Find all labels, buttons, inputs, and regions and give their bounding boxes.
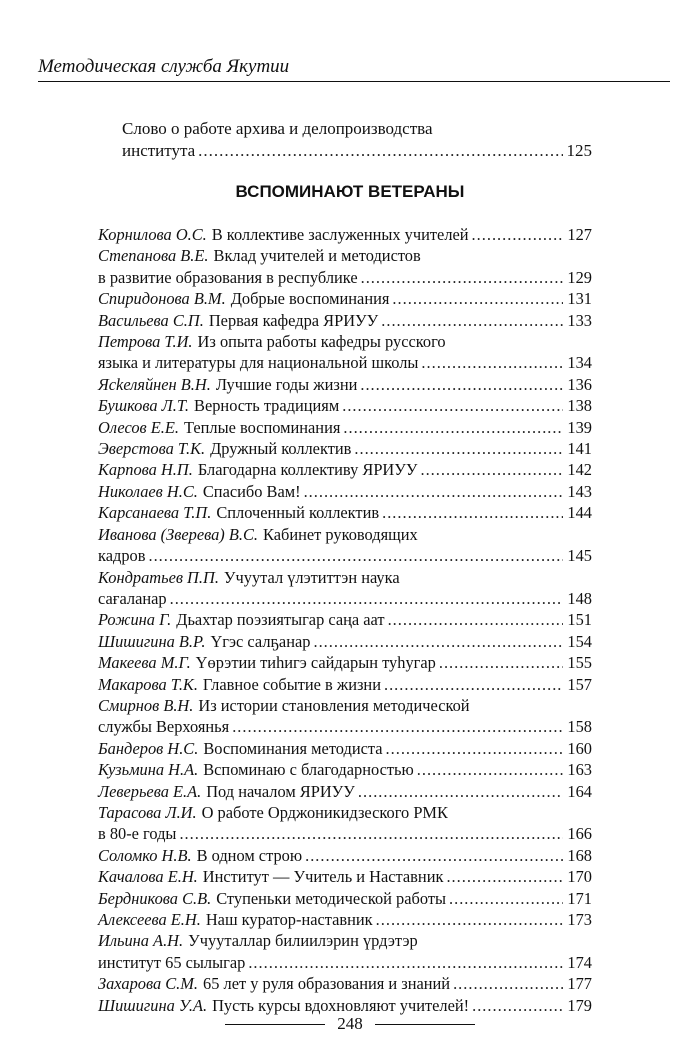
entry-author: Олесов Е.Е. <box>98 417 179 437</box>
entry-page-number: 155 <box>567 653 592 673</box>
leader-dots <box>305 845 563 866</box>
entry-title: службы Верхоянья <box>98 717 230 737</box>
entry-title: Под началом ЯРИУУ <box>206 781 355 801</box>
entry-page-number: 179 <box>567 995 592 1015</box>
entry-title: Верность традициям <box>194 396 340 416</box>
leader-dots <box>439 652 563 673</box>
toc-entry <box>98 930 592 973</box>
toc-entry-line <box>98 310 592 331</box>
entry-title: О работе Орджоникидзеского РМК <box>201 802 448 822</box>
entry-author: Смирнов В.Н. <box>98 695 194 715</box>
toc-entry-line <box>98 888 592 909</box>
footer-rule-right <box>375 1024 475 1025</box>
entry-title: Учууталлар билиилэрин үрдэтэр <box>188 931 418 951</box>
leader-dots <box>388 609 563 630</box>
entry-page-number: 138 <box>567 396 592 416</box>
entry-title: Вспоминаю с благодарностью <box>203 760 414 780</box>
entry-title: Добрые воспоминания <box>230 289 390 309</box>
entry-author: Эверстова Т.К. <box>98 439 206 459</box>
toc-entry-line <box>98 609 592 630</box>
entry-author: Тарасова Л.И. <box>98 802 197 822</box>
entry-title: Лучшие годы жизни <box>215 374 358 394</box>
entry-author: Качалова Е.Н. <box>98 867 198 887</box>
entry-author: Ясkеляйнен В.Н. <box>98 374 211 394</box>
entry-author: Васильева С.П. <box>98 310 204 330</box>
toc-entry <box>98 888 592 909</box>
toc-entry <box>98 438 592 459</box>
page-number: 248 <box>337 1014 363 1033</box>
intro-page-number: 125 <box>566 141 592 160</box>
toc-entry-line <box>98 631 592 652</box>
leader-dots <box>449 888 563 909</box>
toc-entry <box>98 866 592 887</box>
entry-title: Из опыта работы кафедры русского <box>197 332 446 352</box>
leader-dots <box>354 438 563 459</box>
entry-title: Главное событие в жизни <box>202 674 381 694</box>
entry-title: Ступеньки методической работы <box>216 888 446 908</box>
toc-entry-line <box>98 438 592 459</box>
entry-page-number: 143 <box>567 481 592 501</box>
toc-entry <box>98 567 592 610</box>
entry-page-number: 133 <box>567 310 592 330</box>
footer-rule-left <box>225 1024 325 1025</box>
entry-title: Дружный коллектив <box>210 439 352 459</box>
leader-dots <box>446 866 563 887</box>
page-footer <box>0 1014 700 1034</box>
entry-page-number: 160 <box>567 738 592 758</box>
toc-entry-line <box>98 759 592 780</box>
toc-entry <box>98 245 592 288</box>
toc-entry <box>98 331 592 374</box>
entry-author: Карпова Н.П. <box>98 460 193 480</box>
entry-author: Захарова С.М. <box>98 974 199 994</box>
entry-title: Вклад учителей и методистов <box>213 246 421 266</box>
entry-author: Шишигина У.А. <box>98 995 208 1015</box>
toc-entry <box>98 310 592 331</box>
toc-entry <box>98 738 592 759</box>
entry-author: Карсанаева Т.П. <box>98 503 212 523</box>
entry-page-number: 157 <box>567 674 592 694</box>
entry-page-number: 127 <box>567 225 592 244</box>
toc-entry <box>98 909 592 930</box>
leader-dots <box>304 481 563 502</box>
entry-author: Рожина Г. <box>98 610 172 630</box>
entry-title: кадров <box>98 546 146 566</box>
entry-author: Бандеров Н.С. <box>98 738 199 758</box>
entry-author: Николаев Н.С. <box>98 481 198 501</box>
leader-dots <box>376 909 563 930</box>
toc-entry-line <box>98 331 592 352</box>
entry-title: Институт — Учитель и Наставник <box>202 867 444 887</box>
entry-page-number: 139 <box>567 417 592 437</box>
toc-entry-line <box>98 995 592 1016</box>
entry-page-number: 171 <box>567 888 592 908</box>
toc-entry <box>98 973 592 994</box>
leader-dots <box>170 588 563 609</box>
running-header <box>38 56 670 82</box>
entry-title: Первая кафедра ЯРИУУ <box>208 310 379 330</box>
header-title: Методическая служба Якутии <box>38 56 290 77</box>
toc-entry-line <box>98 459 592 480</box>
toc-entry <box>98 288 592 309</box>
toc-entry-line <box>98 352 592 373</box>
toc-entry-line <box>98 674 592 695</box>
leader-dots <box>358 781 563 802</box>
toc-entry-line <box>98 802 592 823</box>
entry-title: Спасибо Вам! <box>202 481 301 501</box>
intro-text-2: института <box>122 141 196 160</box>
entry-author: Макеева М.Г. <box>98 653 191 673</box>
toc-entry <box>98 395 592 416</box>
leader-dots <box>382 502 563 523</box>
entry-title: В одном строю <box>196 845 303 865</box>
entry-title: языка и литературы для национальной школы <box>98 353 419 373</box>
entry-page-number: 142 <box>567 460 592 480</box>
entry-page-number: 131 <box>567 289 592 309</box>
entry-title: Үгэс салҕанар <box>210 631 311 651</box>
entry-author: Бердникова С.В. <box>98 888 212 908</box>
entry-title: Пусть курсы вдохновляют учителей! <box>212 995 470 1015</box>
entry-title: сағаланар <box>98 588 167 608</box>
entry-title: 65 лет у руля образования и знаний <box>203 974 451 994</box>
intro-line-1 <box>122 118 592 140</box>
toc-entry <box>98 524 592 567</box>
toc-entry <box>98 417 592 438</box>
entry-author: Шишигина В.Р. <box>98 631 206 651</box>
leader-dots <box>343 417 563 438</box>
entry-author: Кузьмина Н.А. <box>98 760 199 780</box>
intro-entry <box>122 118 592 162</box>
entry-title: В коллективе заслуженных учителей <box>211 225 469 244</box>
toc-entry-line <box>98 545 592 566</box>
entry-title: институт 65 сылыгар <box>98 952 246 972</box>
entry-page-number: 151 <box>567 610 592 630</box>
toc-entry <box>98 845 592 866</box>
toc-entry-line <box>98 652 592 673</box>
toc-entry-line <box>98 567 592 588</box>
toc-entry-line <box>98 909 592 930</box>
entry-title: Воспоминания методиста <box>203 738 383 758</box>
toc-entry-line <box>98 481 592 502</box>
toc-entry-line <box>98 716 592 737</box>
entry-author: Алексеева Е.Н. <box>98 910 201 929</box>
entry-page-number: 164 <box>567 781 592 801</box>
entry-title: Кабинет руководящих <box>263 524 418 544</box>
entry-page-number: 170 <box>567 867 592 887</box>
leader-dots <box>361 267 563 288</box>
toc-entry <box>98 374 592 395</box>
entry-title: Үөрэтии тиһигэ сайдарын туһугар <box>195 653 436 673</box>
toc-entry <box>98 781 592 802</box>
table-of-contents <box>98 224 592 1016</box>
entry-author: Степанова В.Е. <box>98 246 209 266</box>
entry-page-number: 145 <box>567 546 592 566</box>
entry-page-number: 173 <box>567 910 592 929</box>
leader-dots <box>420 459 563 480</box>
toc-entry-line <box>98 823 592 844</box>
entry-title: Из истории становления методической <box>198 695 470 715</box>
entry-author: Петрова Т.И. <box>98 332 193 352</box>
toc-entry <box>98 652 592 673</box>
leader-dots <box>386 738 563 759</box>
entry-title: Сплоченный коллектив <box>216 503 380 523</box>
leader-dots <box>342 395 563 416</box>
entry-author: Ильина А.Н. <box>98 931 184 951</box>
toc-entry <box>98 759 592 780</box>
toc-entry-line <box>98 524 592 545</box>
leader-dots <box>313 631 563 652</box>
toc-entry-line <box>98 588 592 609</box>
toc-entry-line <box>98 395 592 416</box>
toc-entry-line <box>98 845 592 866</box>
entry-author: Макарова Т.К. <box>98 674 198 694</box>
toc-entry-line <box>98 417 592 438</box>
entry-title: Учуутал үлэтиттэн наука <box>223 567 400 587</box>
toc-entry <box>98 459 592 480</box>
leader-dots <box>453 973 563 994</box>
entry-page-number: 168 <box>567 845 592 865</box>
entry-author: Корнилова О.С. <box>98 225 207 244</box>
entry-title: Теплые воспоминания <box>183 417 341 437</box>
toc-entry <box>98 609 592 630</box>
toc-entry <box>98 995 592 1016</box>
toc-entry-line <box>98 288 592 309</box>
entry-page-number: 166 <box>567 824 592 844</box>
intro-line-2 <box>122 140 592 162</box>
toc-entry <box>98 674 592 695</box>
toc-entry <box>98 481 592 502</box>
toc-entry-line <box>98 245 592 266</box>
toc-entry-line <box>98 224 592 245</box>
entry-author: Леверьева Е.А. <box>98 781 202 801</box>
leader-dots <box>179 823 563 844</box>
toc-entry-line <box>98 866 592 887</box>
leader-dots <box>232 716 563 737</box>
leader-dots <box>417 759 563 780</box>
toc-entry <box>98 695 592 738</box>
entry-title: в развитие образования в республике <box>98 267 358 287</box>
entry-page-number: 129 <box>567 267 592 287</box>
entry-author: Иванова (Зверева) В.С. <box>98 524 258 544</box>
toc-entry-line <box>98 502 592 523</box>
entry-page-number: 134 <box>567 353 592 373</box>
entry-title: Наш куратор-наставник <box>205 910 373 929</box>
entry-page-number: 136 <box>567 374 592 394</box>
leader-dots <box>384 674 563 695</box>
leader-dots <box>248 952 563 973</box>
entry-page-number: 174 <box>567 952 592 972</box>
toc-entry <box>98 802 592 845</box>
leader-dots <box>421 352 563 373</box>
entry-page-number: 144 <box>567 503 592 523</box>
entry-page-number: 163 <box>567 760 592 780</box>
entry-author: Кондратьев П.П. <box>98 567 219 587</box>
leader-dots <box>392 288 563 309</box>
toc-entry-line <box>98 267 592 288</box>
entry-page-number: 148 <box>567 588 592 608</box>
leader-dots <box>472 224 563 245</box>
toc-entry <box>98 631 592 652</box>
toc-entry-line <box>98 973 592 994</box>
entry-author: Бушкова Л.Т. <box>98 396 190 416</box>
leader-dots <box>381 310 563 331</box>
toc-entry <box>98 224 592 245</box>
toc-entry-line <box>98 695 592 716</box>
toc-entry <box>98 502 592 523</box>
intro-text-1: Слово о работе архива и делопроизводства <box>122 119 433 138</box>
toc-entry-line <box>98 738 592 759</box>
entry-title: в 80-е годы <box>98 824 177 844</box>
leader-dots <box>472 995 563 1016</box>
section-heading: ВСПОМИНАЮТ ВЕТЕРАНЫ <box>235 182 465 201</box>
leader-dots <box>148 545 563 566</box>
entry-title: Благодарна коллективу ЯРИУУ <box>197 460 418 480</box>
entry-page-number: 154 <box>567 631 592 651</box>
entry-title: Дьахтар поэзиятыгар саңа аат <box>176 610 385 630</box>
leader-dots <box>198 140 563 162</box>
entry-author: Соломко Н.В. <box>98 845 192 865</box>
leader-dots <box>360 374 563 395</box>
toc-entry-line <box>98 952 592 973</box>
entry-author: Спиридонова В.М. <box>98 289 226 309</box>
toc-entry-line <box>98 374 592 395</box>
toc-entry-line <box>98 781 592 802</box>
entry-page-number: 177 <box>567 974 592 994</box>
entry-page-number: 141 <box>567 439 592 459</box>
toc-entry-line <box>98 930 592 951</box>
entry-page-number: 158 <box>567 717 592 737</box>
